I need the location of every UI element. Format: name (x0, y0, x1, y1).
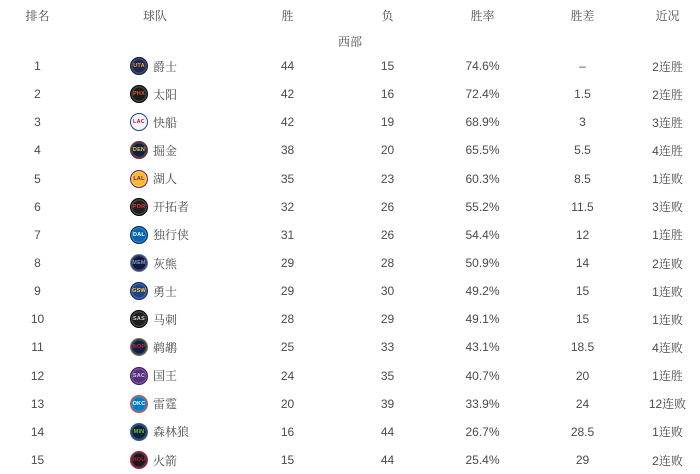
column-header-rank: 排名 (25, 8, 50, 23)
table-row (0, 52, 700, 80)
team-logo-icon: LAL (130, 170, 148, 188)
team-name: 独行侠 (153, 228, 190, 243)
streak-cell: 1连败 (652, 284, 683, 299)
team-logo-icon: DEN (130, 141, 148, 159)
games-behind-cell: 5.5 (574, 143, 591, 158)
table-row (0, 221, 700, 249)
rank-cell: 9 (34, 284, 41, 299)
team-logo-icon: HOU (130, 451, 148, 469)
column-header-losses: 负 (381, 8, 394, 23)
table-row (0, 277, 700, 305)
streak-cell: 12连败 (648, 397, 687, 412)
rank-cell: 11 (31, 340, 44, 355)
team-logo-icon: SAC (130, 367, 148, 385)
win-pct-cell: 50.9% (465, 256, 500, 271)
win-pct-cell: 43.1% (465, 340, 500, 355)
win-pct-cell: 49.2% (465, 284, 500, 299)
streak-cell: 2连胜 (652, 87, 683, 102)
games-behind-cell: 18.5 (570, 340, 595, 355)
team-cell (75, 310, 235, 328)
team-name: 灰熊 (153, 256, 178, 271)
rank-cell: 5 (34, 171, 41, 186)
team-name: 掘金 (153, 143, 178, 158)
table-row (0, 136, 700, 164)
wins-cell: 44 (280, 59, 295, 74)
rank-cell: 4 (34, 143, 41, 158)
games-behind-cell: 8.5 (574, 171, 591, 186)
win-pct-cell: 33.9% (465, 396, 500, 411)
team-name: 鹈鹕 (153, 340, 178, 355)
table-row (0, 80, 700, 108)
win-pct-cell: 40.7% (465, 368, 500, 383)
losses-cell: 23 (380, 171, 395, 186)
rank-cell: 1 (34, 59, 41, 74)
rank-cell: 14 (30, 424, 45, 439)
wins-cell: 29 (280, 284, 295, 299)
team-cell (75, 141, 235, 159)
wins-cell: 32 (280, 199, 295, 214)
streak-cell: 1连胜 (652, 369, 683, 384)
streak-cell: 1连胜 (652, 228, 683, 243)
wins-cell: 42 (280, 87, 295, 102)
table-row (0, 333, 700, 361)
rank-cell: 12 (30, 368, 45, 383)
wins-cell: 35 (280, 171, 295, 186)
team-cell (75, 282, 235, 300)
wins-cell: 16 (280, 424, 295, 439)
team-name: 森林狼 (153, 425, 190, 440)
rank-cell: 13 (30, 396, 45, 411)
wins-cell: 25 (280, 340, 295, 355)
win-pct-cell: 60.3% (465, 171, 500, 186)
table-row (0, 418, 700, 446)
games-behind-cell: 24 (575, 396, 590, 411)
rank-cell: 10 (30, 312, 45, 327)
team-cell (75, 85, 235, 103)
wins-cell: 31 (280, 227, 295, 242)
table-row (0, 305, 700, 333)
team-cell (75, 57, 235, 75)
games-behind-cell: 12 (575, 227, 590, 242)
column-header-wins: 胜 (281, 8, 294, 23)
losses-cell: 39 (380, 396, 395, 411)
team-cell (75, 367, 235, 385)
team-logo-icon: SAS (130, 310, 148, 328)
team-logo-icon: PHX (130, 85, 148, 103)
rank-cell: 8 (34, 256, 41, 271)
games-behind-cell: 14 (575, 256, 590, 271)
losses-cell: 26 (380, 199, 395, 214)
streak-cell: 1连败 (652, 172, 683, 187)
conference-section-label: 西部 (337, 34, 362, 49)
team-name: 湖人 (153, 172, 178, 187)
games-behind-cell: 15 (575, 312, 590, 327)
losses-cell: 15 (380, 59, 395, 74)
losses-cell: 29 (380, 312, 395, 327)
losses-cell: 20 (380, 143, 395, 158)
games-behind-cell: 3 (579, 115, 586, 130)
table-row (0, 362, 700, 390)
wins-cell: 29 (280, 256, 295, 271)
win-pct-cell: 68.9% (465, 115, 500, 130)
games-behind-cell: 20 (575, 368, 590, 383)
streak-cell: 2连胜 (652, 59, 683, 74)
streak-cell: 1连败 (652, 312, 683, 327)
team-logo-icon: MEM (130, 254, 148, 272)
team-logo-icon: NOP (130, 338, 148, 356)
column-header-streak: 近况 (655, 8, 680, 23)
team-logo-icon: POR (130, 198, 148, 216)
losses-cell: 44 (380, 424, 395, 439)
win-pct-cell: 72.4% (465, 87, 500, 102)
losses-cell: 19 (380, 115, 395, 130)
team-cell (75, 338, 235, 356)
column-header-games-behind: 胜差 (570, 8, 595, 23)
team-cell (75, 254, 235, 272)
win-pct-cell: 55.2% (465, 199, 500, 214)
streak-cell: 2连败 (652, 256, 683, 271)
wins-cell: 15 (280, 453, 295, 468)
games-behind-cell: – (579, 59, 586, 74)
team-cell (75, 451, 235, 469)
team-logo-icon: MIN (130, 423, 148, 441)
losses-cell: 35 (380, 368, 395, 383)
streak-cell: 1连败 (652, 425, 683, 440)
losses-cell: 26 (380, 227, 395, 242)
streak-cell: 3连胜 (652, 115, 683, 130)
table-header-row (0, 0, 700, 30)
team-name: 太阳 (153, 87, 178, 102)
table-row (0, 165, 700, 193)
team-cell (75, 395, 235, 413)
losses-cell: 28 (380, 256, 395, 271)
rank-cell: 6 (34, 199, 41, 214)
win-pct-cell: 54.4% (465, 227, 500, 242)
streak-cell: 2连败 (652, 453, 683, 468)
wins-cell: 38 (280, 143, 295, 158)
column-header-win-pct: 胜率 (470, 8, 495, 23)
team-logo-icon: OKC (130, 395, 148, 413)
wins-cell: 20 (280, 396, 295, 411)
streak-cell: 4连胜 (652, 143, 683, 158)
wins-cell: 28 (280, 312, 295, 327)
team-cell (75, 423, 235, 441)
streak-cell: 3连败 (652, 200, 683, 215)
team-name: 火箭 (153, 453, 178, 468)
team-logo-icon: UTA (130, 57, 148, 75)
win-pct-cell: 49.1% (465, 312, 500, 327)
win-pct-cell: 74.6% (465, 59, 500, 74)
team-cell (75, 113, 235, 131)
table-row (0, 249, 700, 277)
table-row (0, 390, 700, 418)
losses-cell: 33 (380, 340, 395, 355)
team-cell (75, 226, 235, 244)
rank-cell: 3 (34, 115, 41, 130)
team-name: 雷霆 (153, 397, 178, 412)
losses-cell: 30 (380, 284, 395, 299)
team-name: 勇士 (153, 284, 178, 299)
conference-section-row (0, 30, 700, 52)
team-cell (75, 170, 235, 188)
table-row (0, 193, 700, 221)
team-name: 国王 (153, 369, 178, 384)
rank-cell: 2 (34, 87, 41, 102)
games-behind-cell: 28.5 (570, 424, 595, 439)
win-pct-cell: 26.7% (465, 424, 500, 439)
team-logo-icon: DAL (130, 226, 148, 244)
wins-cell: 24 (280, 368, 295, 383)
team-logo-icon: LAC (130, 113, 148, 131)
team-name: 开拓者 (153, 200, 190, 215)
team-logo-icon: GSW (130, 282, 148, 300)
losses-cell: 44 (380, 453, 395, 468)
team-cell (75, 198, 235, 216)
team-name: 快船 (153, 115, 178, 130)
wins-cell: 42 (280, 115, 295, 130)
rank-cell: 7 (34, 227, 41, 242)
column-header-team: 球队 (142, 8, 167, 23)
table-row (0, 108, 700, 136)
games-behind-cell: 15 (575, 284, 590, 299)
games-behind-cell: 29 (575, 453, 590, 468)
table-row (0, 446, 700, 474)
rank-cell: 15 (30, 453, 45, 468)
losses-cell: 16 (380, 87, 395, 102)
streak-cell: 4连败 (652, 340, 683, 355)
team-name: 爵士 (153, 59, 178, 74)
games-behind-cell: 11.5 (571, 199, 594, 214)
win-pct-cell: 25.4% (465, 453, 500, 468)
games-behind-cell: 1.5 (574, 87, 591, 102)
win-pct-cell: 65.5% (465, 143, 500, 158)
team-name: 马刺 (153, 312, 178, 327)
